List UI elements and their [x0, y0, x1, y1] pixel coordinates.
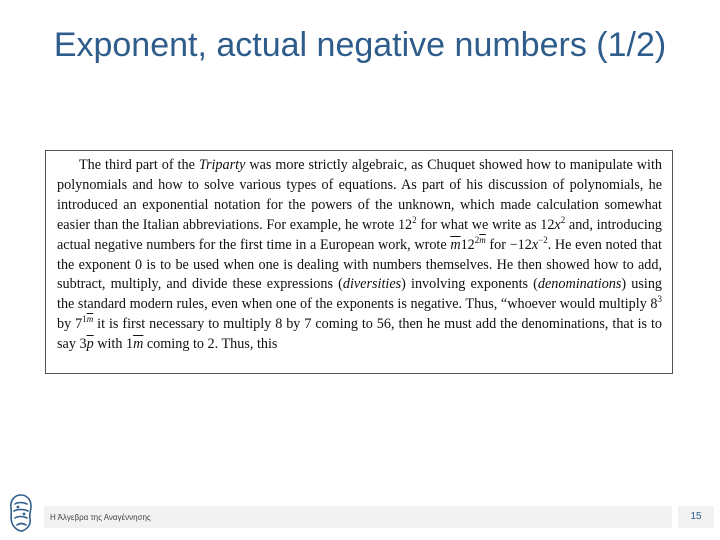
excerpt-paragraph: The third part of the Triparty was more strictly algebraic, as Chuquet showed how to manipulate with polynomials and how to solve various types of equations. As part of his discussion of polynomials, he introduced an exponential notation for the powers of the unknown, which made calculation somewhat easier than the Italian abbreviations. For example, he wrote $12^2$ for what we write as $12x^2$ and, introducing actual negative numbers for the first time in a European work, wrote $\overline{m}12^{2\overline{m}}$ for $-12x^{-2}$. He even noted that the exponent 0 is to be used when one is dealing with numbers themselves. He then showed how to add, subtract, multiply, and divide these expressions (diversities) involving exponents (denominations) using the standard modern rules, even when one of the exponents is negative. Thus, “whoever would multiply $8^3$ by $7^{1\overline{m}}$ it is first necessary to multiply 8 by 7 coming to 56, then he must add the denominations, that is to say $3\overline{p}$ with $1\overline{m}$ coming to 2. Thus, this	[57, 157, 663, 353]
university-logo-icon	[6, 492, 36, 534]
page-number: 15	[678, 506, 714, 528]
textbook-excerpt	[45, 150, 673, 374]
footer-text: Η Άλγεβρα της Αναγέννησης	[50, 513, 151, 522]
slide-title: Exponent, actual negative numbers (1/2)	[53, 26, 667, 64]
